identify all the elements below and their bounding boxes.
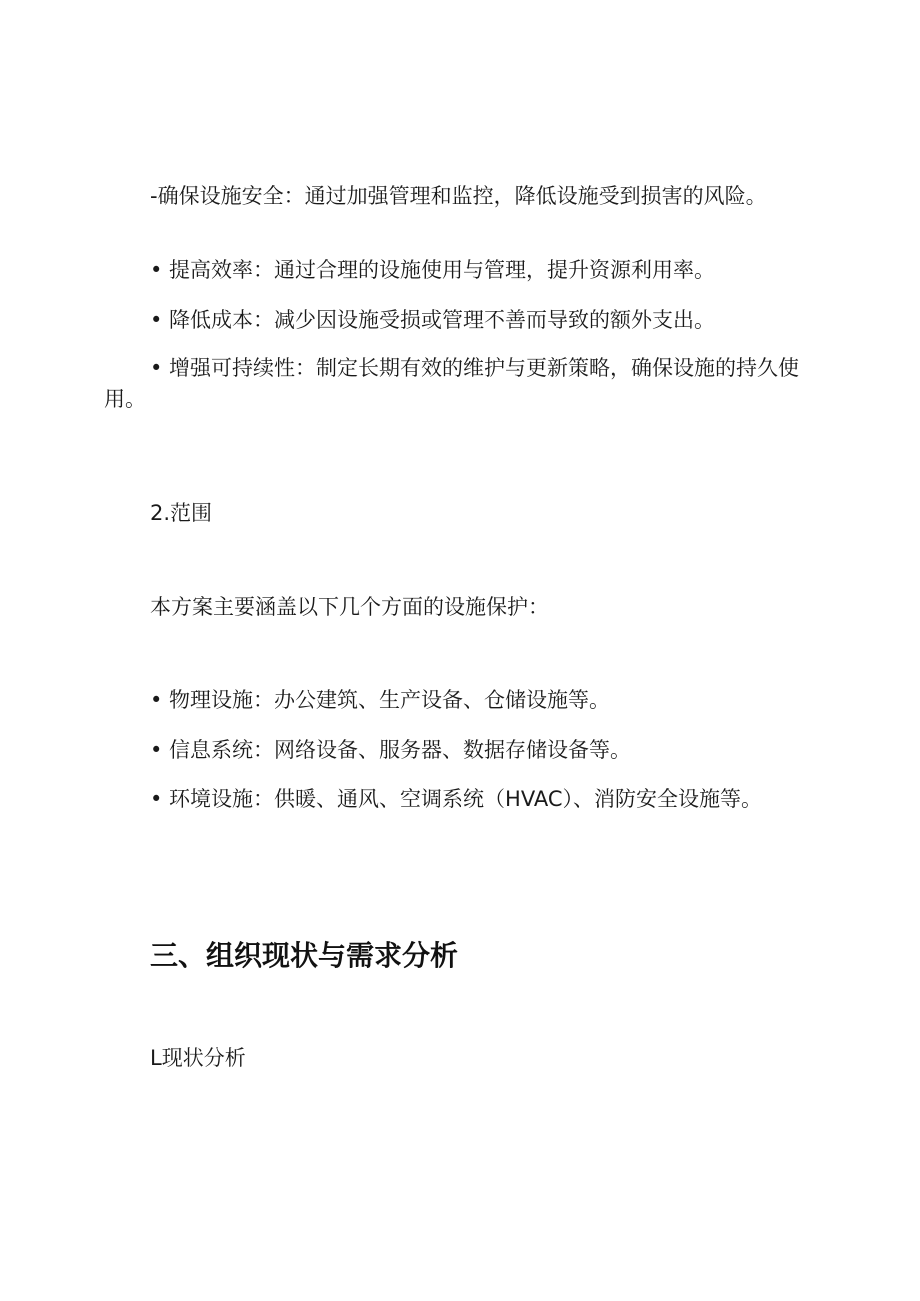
scope-title: 2.范围: [150, 501, 213, 525]
objective-efficiency: • 提高效率：通过合理的设施使用与管理，提升资源利用率。: [150, 258, 716, 282]
scope-item-physical: • 物理设施：办公建筑、生产设备、仓储设施等。: [150, 688, 611, 712]
scope-item-information: • 信息系统：网络设备、服务器、数据存储设备等。: [150, 738, 632, 762]
scope-item-environment: • 环境设施：供暖、通风、空调系统（HVAC）、消防安全设施等。: [150, 787, 763, 811]
objective-safety: -确保设施安全：通过加强管理和监控，降低设施受到损害的风险。: [150, 184, 767, 208]
section-heading: 三、组织现状与需求分析: [150, 939, 459, 972]
scope-intro: 本方案主要涵盖以下几个方面的设施保护：: [150, 595, 549, 619]
section-subtitle: L现状分析: [150, 1046, 246, 1070]
objective-sustainability: • 增强可持续性：制定长期有效的维护与更新策略，确保设施的持久使用。: [104, 356, 800, 411]
objective-cost: • 降低成本：减少因设施受损或管理不善而导致的额外支出。: [150, 308, 716, 332]
